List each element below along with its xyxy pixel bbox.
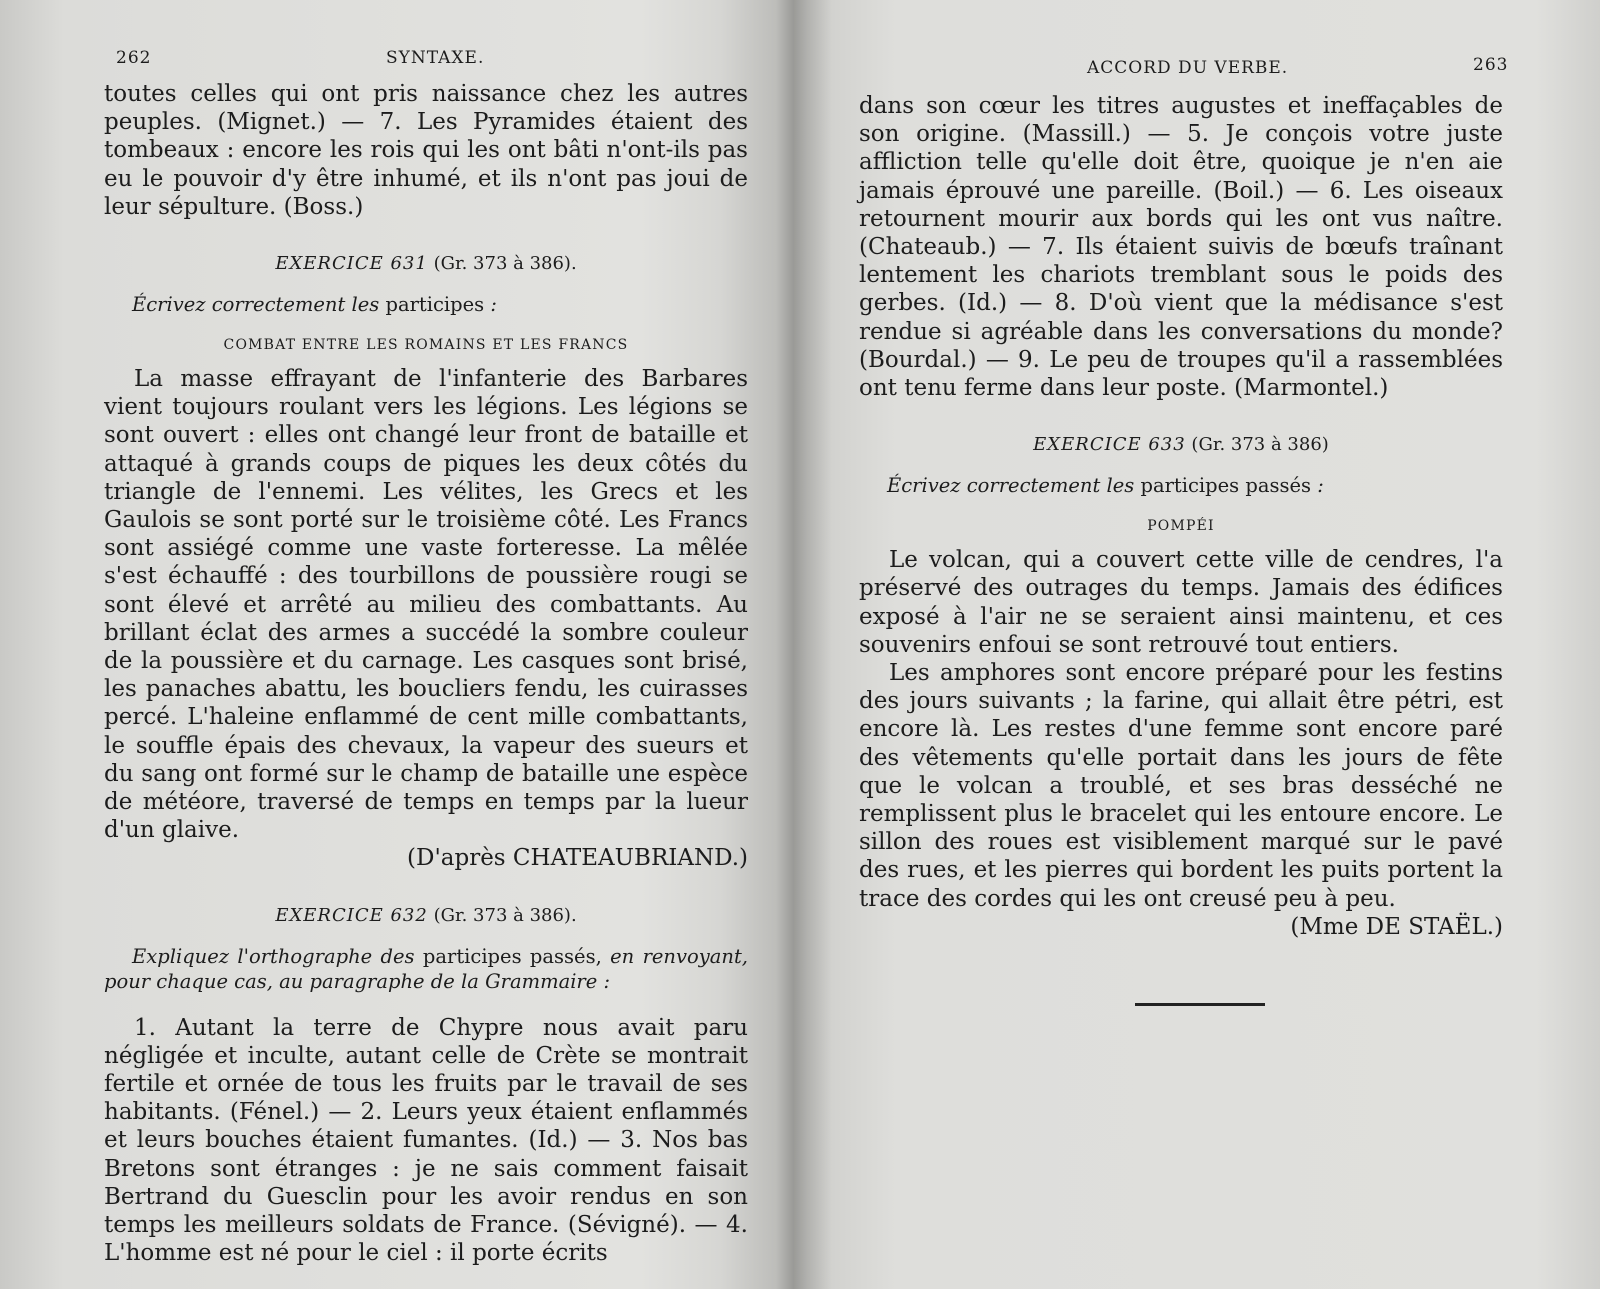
exercise-label: EXERCICE 632 xyxy=(275,904,428,926)
running-head: ACCORD DU VERBE. xyxy=(1087,58,1289,78)
running-head: SYNTAXE. xyxy=(386,48,485,68)
exercise-ref: (Gr. 373 à 386). xyxy=(427,904,577,926)
instruction-end: : xyxy=(1311,474,1324,498)
exercise-heading xyxy=(104,905,748,926)
instruction-keyword: participes passés xyxy=(1140,474,1312,498)
exercise-heading xyxy=(859,434,1503,455)
continuation-text: toutes celles qui ont pris naissance chez les autres peuples. (Mignet.) — 7. Les Pyramides étaient des tombeaux : encore les rois qui les ont bâti n'ont-ils pas eu le pouvoir d'y être inhumé, et ils n'ont pas joui de leur sépulture. (Boss.) xyxy=(104,81,748,220)
exercise-ref: (Gr. 373 à 386). xyxy=(427,253,577,275)
exercise-instruction xyxy=(104,292,748,317)
exercise-subtitle: COMBAT ENTRE LES ROMAINS ET LES FRANCS xyxy=(223,337,629,354)
exercise-label: EXERCICE 633 xyxy=(1033,434,1186,456)
exercise-paragraph-2: Les amphores sont encore préparé pour les festins des jours suivants ; la farine, qui allait être pétri, est encore là. Les restes d'une femme sont encore paré des vêtements qu'elle portait dans les jours de fête que le volcan a troublé, et ses bras desséché ne remplissent plus le bracelet qui les entoure encore. Le sillon des roues est visiblement marqué sur le pavé des rues, et les pierres qui bordent les puits portent la trace des cordes qui les ont creusé peu à peu. xyxy=(859,660,1503,912)
exercise-source: (D'après CHATEAUBRIAND.) xyxy=(407,845,748,872)
instruction-keyword: participes xyxy=(385,293,485,317)
right-column xyxy=(859,92,1503,941)
right-page xyxy=(815,0,1600,1289)
instruction-end: en renvoyant, pour chaque cas, au paragraphe de la Grammaire : xyxy=(104,944,748,993)
page-number: 263 xyxy=(1473,55,1509,75)
continuation-text: dans son cœur les titres augustes et ineffaçables de son origine. (Massill.) — 5. Je conçois votre juste affliction telle qu'elle doit être, quoique je n'en aie jamais éprouvé une pareille. (Boil.) — 6. Les oiseaux retournent mourir aux bords qui les ont vus naître. (Chateaub.) — 7. Ils étaient suivis de bœufs traînant lentement les chariots tremblant sous le poids des gerbes. (Id.) — 8. D'où vient que la médisance s'est rendue si agréable dans les conversations du monde? (Bourdal.) — 9. Le peu de troupes qu'il a rassemblées ont tenu ferme dans leur poste. (Marmontel.) xyxy=(859,93,1503,402)
exercise-text: La masse effrayant de l'infanterie des Barbares vient toujours roulant vers les légions. Les légions se sont ouvert : elles ont changé leur front de bataille et attaqué à grands coups de piques les deux côtés du triangle de l'ennemi. Les vélites, les Grecs et les Gaulois se sont porté sur le troisième côté. Les Francs sont assiégé comme une vaste forteresse. La mêlée s'est échauffé : des tourbillons de poussière rougi se sont élevé et arrêté au milieu des combattants. Au brillant éclat des armes a succédé la sombre couleur de la poussière et du carnage. Les casques sont brisé, les panaches abattu, les boucliers fendu, les cuirasses percé. L'haleine enflammé de cent mille combattants, le souffle épais des chevaux, la vapeur des sueurs et du sang ont formé sur le champ de bataille une espèce de météore, traversé de temps en temps par la lueur d'un glaive. xyxy=(104,366,748,844)
left-page xyxy=(0,0,790,1289)
exercise-instruction xyxy=(859,473,1503,498)
end-rule xyxy=(1135,1003,1265,1006)
page-number: 262 xyxy=(116,48,152,68)
exercise-text: 1. Autant la terre de Chypre nous avait paru négligée et inculte, autant celle de Crète se montrait fertile et ornée de tous les fruits par le travail de ses habitants. (Fénel.) — 2. Leurs yeux étaient enflammés et leurs bouches étaient fumantes. (Id.) — 3. Nos bas Bretons sont étranges : je ne sais comment faisait Bertrand du Guesclin pour les avoir rendus en son temps les meilleurs soldats de France. (Sévigné). — 4. L'homme est né pour le ciel : il porte écrits xyxy=(104,1014,748,1267)
exercise-paragraph-1: Le volcan, qui a couvert cette ville de cendres, l'a préservé des outrages du temps. Jamais des édifices exposé à l'air ne se seraient ainsi maintenu, et ces souvenirs enfoui se sont retrouvé tout entiers. xyxy=(859,547,1503,658)
exercise-label: EXERCICE 631 xyxy=(275,253,428,275)
exercise-source: (Mme DE STAËL.) xyxy=(1290,913,1503,940)
left-column xyxy=(104,80,748,1268)
exercise-subtitle: POMPÉI xyxy=(1147,518,1215,535)
exercise-instruction xyxy=(104,944,748,994)
exercise-heading xyxy=(104,253,748,274)
instruction-keyword: participes passés, xyxy=(422,944,602,968)
instruction-text: Écrivez correctement les xyxy=(132,293,386,317)
instruction-text: Expliquez l'orthographe des xyxy=(132,944,423,968)
exercise-ref: (Gr. 373 à 386) xyxy=(1185,434,1329,456)
instruction-end: : xyxy=(484,293,497,317)
instruction-text: Écrivez correctement les xyxy=(887,474,1141,498)
